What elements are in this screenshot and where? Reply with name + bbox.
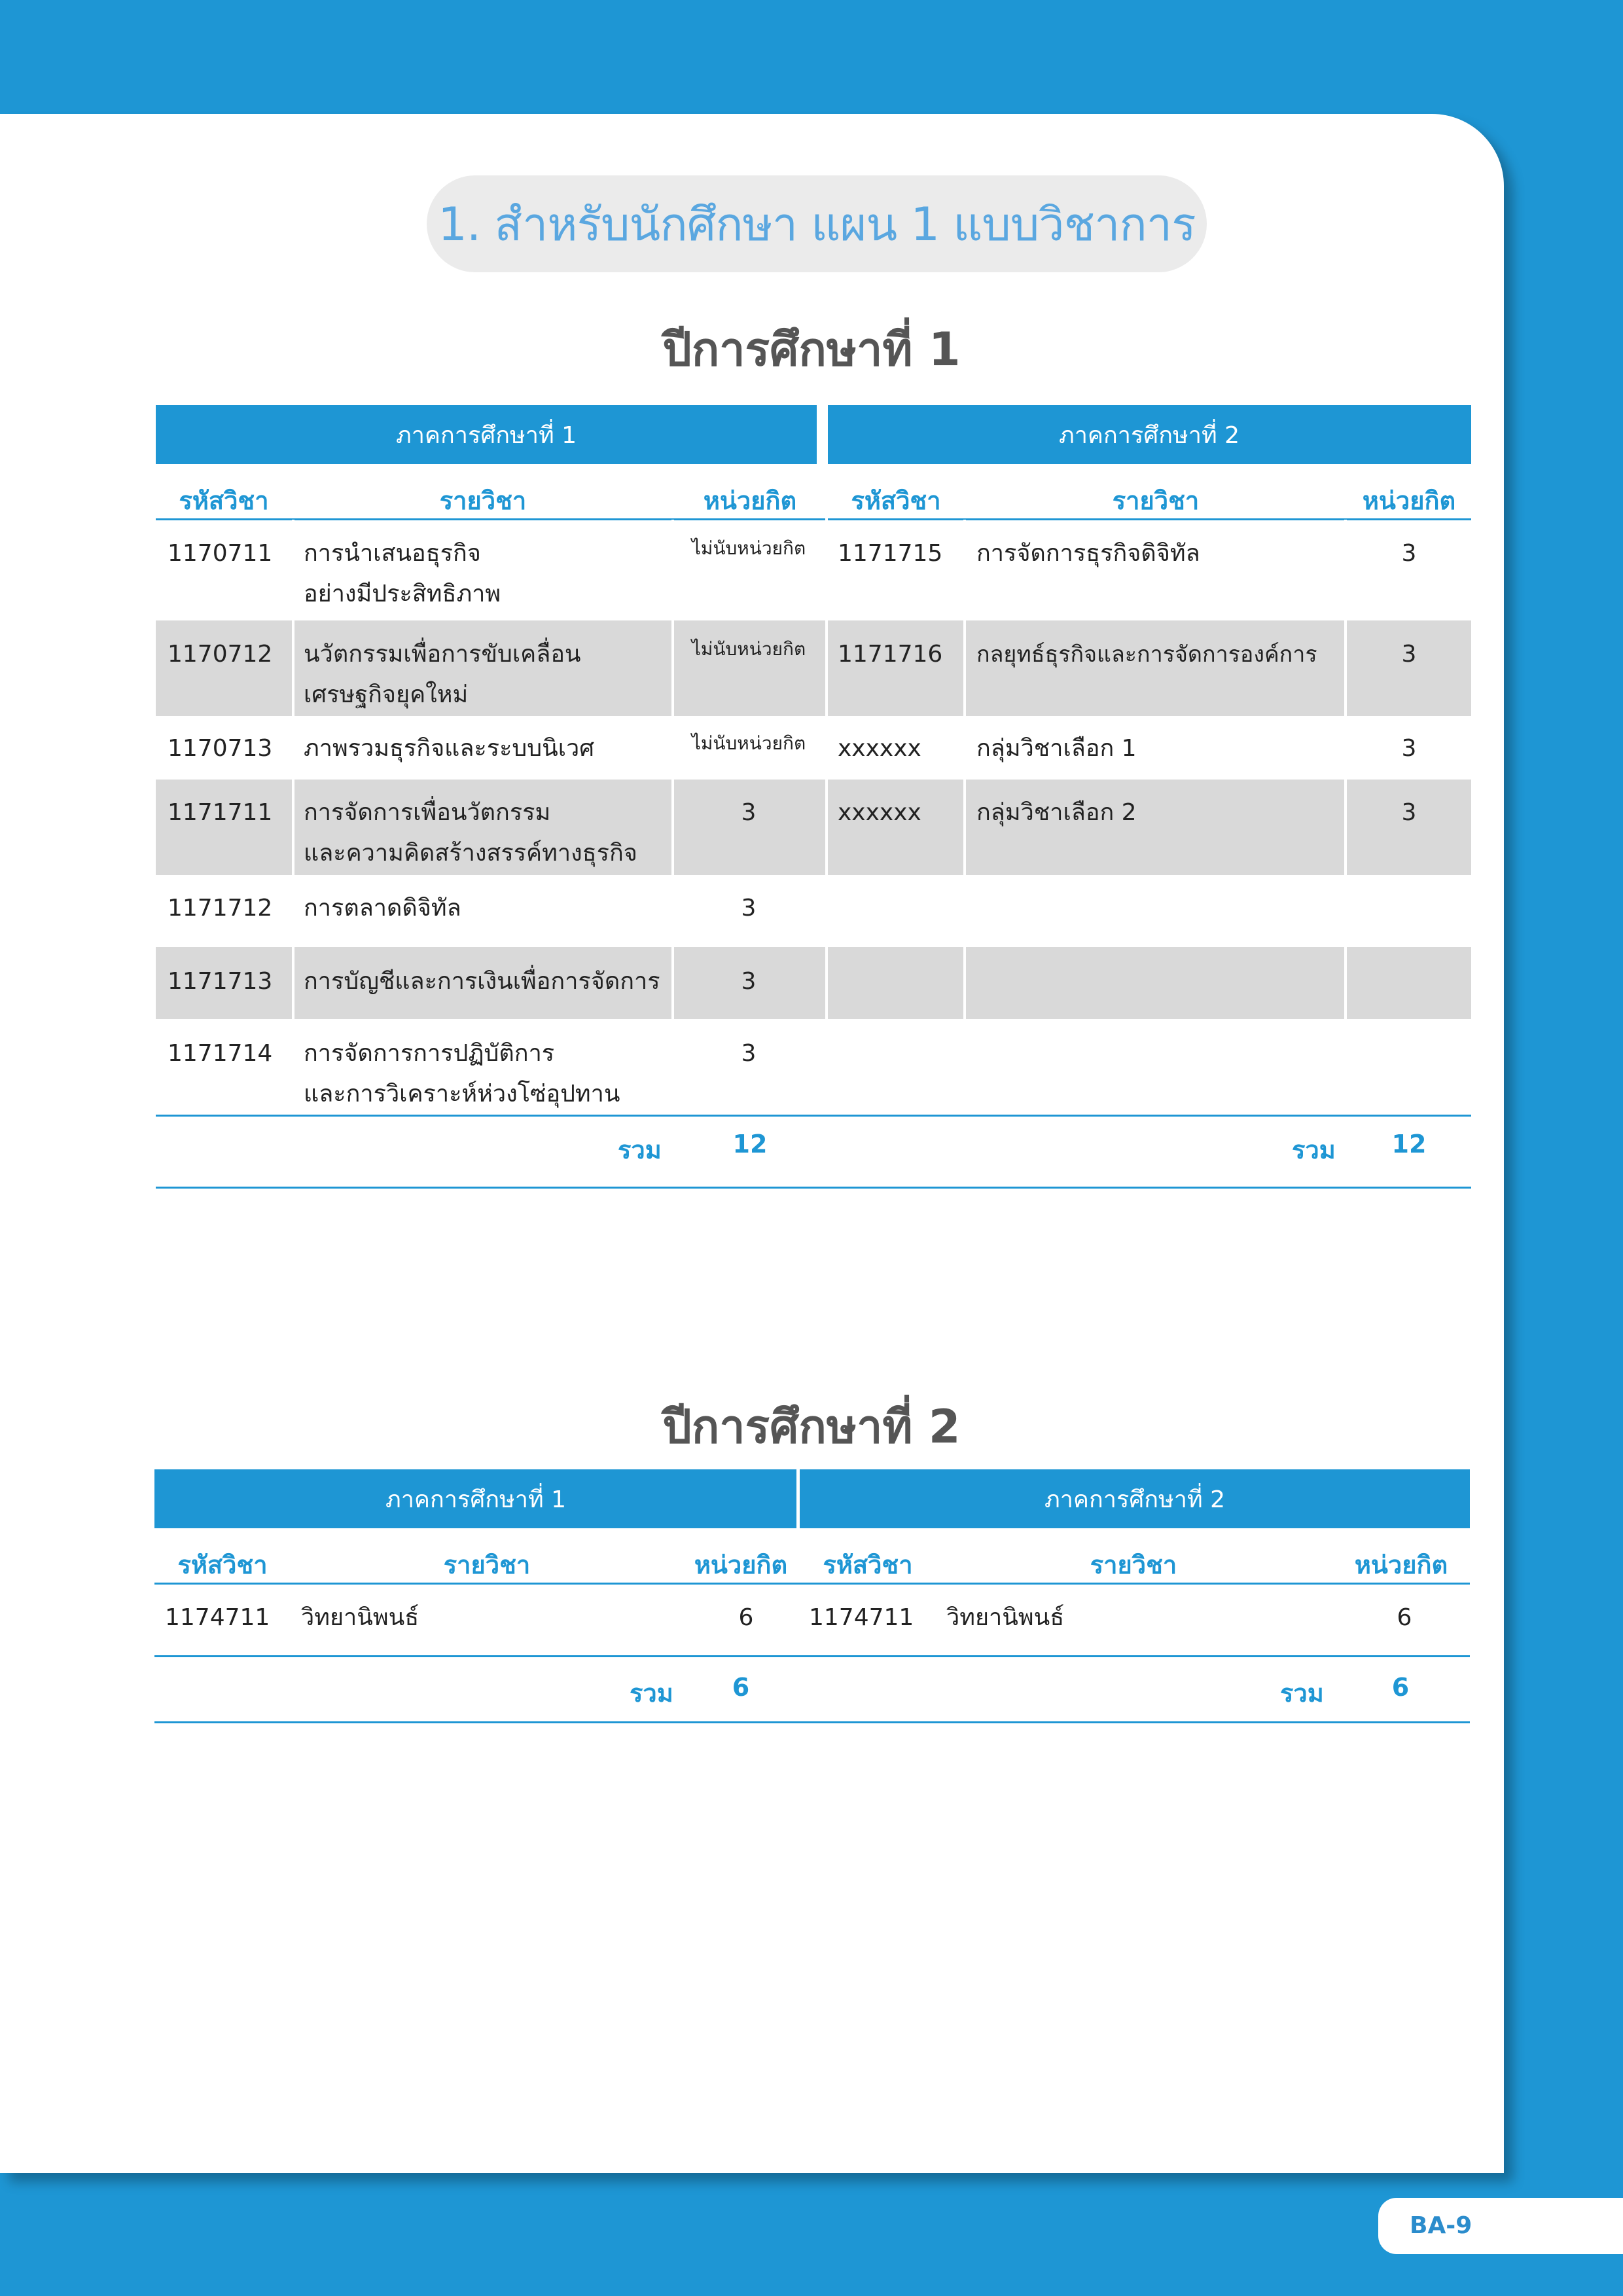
- page-number-tab: [1378, 2198, 1623, 2254]
- course-credits: 3: [1401, 641, 1417, 668]
- course-code: 1170711: [168, 540, 273, 567]
- column-header-name: รายวิชา: [443, 1551, 531, 1579]
- course-name: การตลาดดิจิทัล: [304, 895, 461, 922]
- total-rule-bottom: [156, 1187, 1471, 1189]
- course-code: xxxxxx: [838, 799, 921, 826]
- course-credits: 3: [1401, 540, 1417, 567]
- semester-divider: [825, 405, 828, 1110]
- column-header-credits: หน่วยกิต: [1354, 1551, 1448, 1579]
- course-code: 1170713: [168, 735, 273, 762]
- course-code: 1171711: [168, 799, 273, 826]
- course-credits: 3: [741, 1040, 757, 1067]
- course-name: นวัตกรรมเพื่อการขับเคลื่อน: [304, 641, 581, 668]
- course-name: กลยุทธ์ธุรกิจและการจัดการองค์การ: [976, 641, 1317, 668]
- course-code: 1171713: [168, 968, 273, 995]
- course-name-line2: อย่างมีประสิทธิภาพ: [304, 581, 501, 607]
- course-name: การจัดการการปฏิบัติการ: [304, 1040, 555, 1067]
- course-credits: 3: [1401, 799, 1417, 826]
- year2-sem2-header: ภาคการศึกษาที่ 2: [800, 1469, 1470, 1528]
- total-label: รวม: [630, 1679, 673, 1708]
- year1-title: ปีการศึกษาที่ 1: [662, 323, 961, 376]
- column-header-credits: หน่วยกิต: [703, 486, 797, 515]
- total-credits: 12: [1391, 1130, 1427, 1158]
- column-header-name: รายวิชา: [1112, 486, 1200, 515]
- course-credits: 3: [741, 968, 757, 995]
- course-name: วิทยานิพนธ์: [301, 1604, 419, 1631]
- year2-title: ปีการศึกษาที่ 2: [662, 1400, 961, 1454]
- column-header-code: รหัสวิชา: [851, 486, 941, 515]
- course-name-line2: เศรษฐกิจยุคใหม่: [304, 681, 469, 708]
- total-rule-bottom: [154, 1721, 1470, 1723]
- course-name: ภาพรวมธุรกิจและระบบนิเวศ: [304, 735, 595, 762]
- year1-sem2-header: ภาคการศึกษาที่ 2: [827, 405, 1471, 464]
- course-name: กลุ่มวิชาเลือก 2: [976, 799, 1137, 826]
- column-header-code: รหัสวิชา: [177, 1551, 268, 1579]
- course-credits: 3: [1401, 735, 1417, 762]
- total-rule-top: [154, 1655, 1470, 1657]
- column-header-credits: หน่วยกิต: [694, 1551, 788, 1579]
- course-code: 1171715: [838, 540, 943, 567]
- course-credits: 3: [741, 799, 757, 826]
- course-code: 1171714: [168, 1040, 273, 1067]
- course-code: 1174711: [809, 1604, 914, 1631]
- total-credits: 6: [732, 1673, 750, 1702]
- column-header-name: รายวิชา: [1090, 1551, 1177, 1579]
- semester-divider: [796, 1469, 799, 1528]
- course-name: กลุ่มวิชาเลือก 1: [976, 735, 1137, 762]
- section-heading-pill: [427, 175, 1207, 272]
- column-divider: [292, 520, 294, 1110]
- column-divider: [963, 520, 966, 1110]
- total-label: รวม: [1292, 1136, 1336, 1164]
- year2-sem1-header: ภาคการศึกษาที่ 1: [154, 1469, 797, 1528]
- course-code: 1171712: [168, 895, 273, 922]
- year1-sem1-header: ภาคการศึกษาที่ 1: [156, 405, 817, 464]
- total-label: รวม: [618, 1136, 662, 1164]
- course-name: การจัดการธุรกิจดิจิทัล: [976, 540, 1200, 567]
- course-name: วิทยานิพนธ์: [946, 1604, 1065, 1631]
- column-header-credits: หน่วยกิต: [1362, 486, 1456, 515]
- course-name: การนำเสนอธุรกิจ: [304, 540, 481, 567]
- total-credits: 12: [732, 1130, 768, 1158]
- course-code: 1171716: [838, 641, 943, 668]
- course-code: xxxxxx: [838, 735, 921, 762]
- course-name-line2: และการวิเคราะห์ห่วงโซ่อุปทาน: [304, 1081, 620, 1107]
- page-number: BA-9: [1410, 2212, 1472, 2239]
- total-rule-top: [156, 1115, 1471, 1117]
- course-name: การจัดการเพื่อนวัตกรรม: [304, 799, 551, 826]
- header-rule: [156, 518, 1471, 520]
- course-credits: 3: [741, 895, 757, 922]
- column-header-code: รหัสวิชา: [823, 1551, 913, 1579]
- course-code: 1170712: [168, 641, 273, 668]
- course-code: 1174711: [165, 1604, 270, 1631]
- section-heading: 1. สำหรับนักศึกษา แผน 1 แบบวิชาการ: [438, 197, 1196, 251]
- header-rule: [154, 1583, 1470, 1585]
- course-name: การบัญชีและการเงินเพื่อการจัดการ: [304, 968, 660, 995]
- course-credits: ไม่นับหน่วยกิต: [691, 732, 806, 754]
- total-credits: 6: [1391, 1673, 1410, 1702]
- course-credits: ไม่นับหน่วยกิต: [691, 537, 806, 559]
- column-header-name: รายวิชา: [439, 486, 527, 515]
- course-credits: 6: [738, 1604, 754, 1631]
- total-label: รวม: [1280, 1679, 1324, 1708]
- course-credits: 6: [1397, 1604, 1412, 1631]
- column-header-code: รหัสวิชา: [179, 486, 269, 515]
- course-credits: ไม่นับหน่วยกิต: [691, 638, 806, 660]
- course-name-line2: และความคิดสร้างสรรค์ทางธุรกิจ: [304, 840, 637, 867]
